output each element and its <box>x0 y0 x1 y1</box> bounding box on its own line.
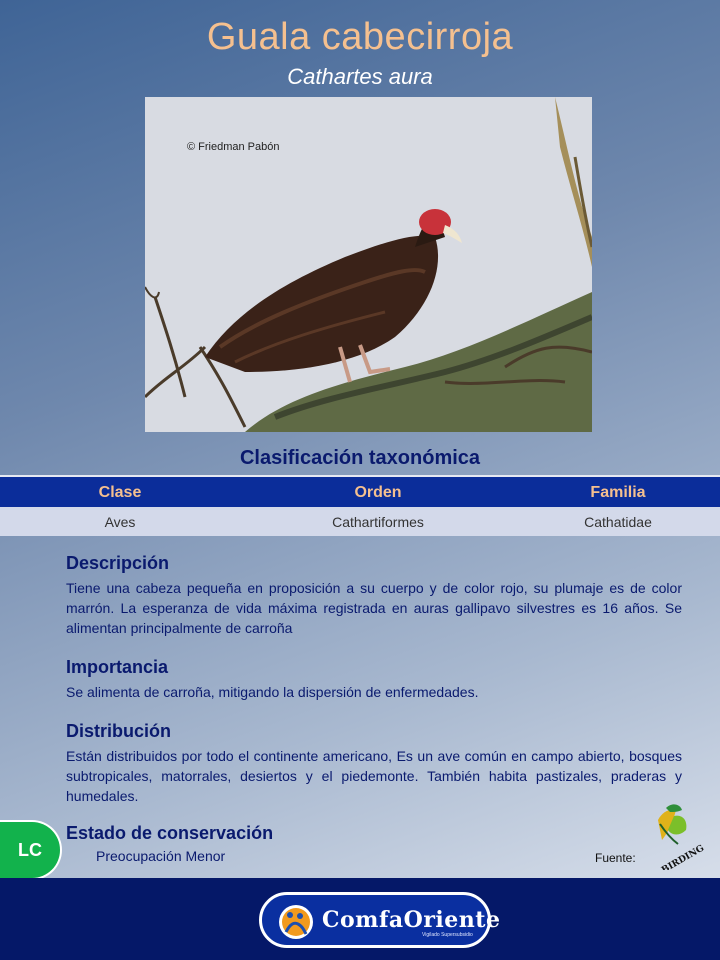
description-text: Tiene una cabeza pequeña en proposición a su cuerpo y de color rojo, su plumaje es de color marrón. La esperanza de vida máxima registrada en auras gallipavo silvestres es 16 años. Se alimentan principalmente de carroña <box>66 580 682 636</box>
common-name-title: Guala cabecirroja <box>206 16 514 58</box>
importance-section <box>66 657 682 702</box>
distribution-title: Distribución <box>66 721 172 741</box>
scientific-name: Cathartes aura <box>287 64 433 89</box>
conservation-status-badge: LC <box>0 820 62 880</box>
importance-title: Importancia <box>66 657 169 677</box>
footer-bar <box>0 878 720 960</box>
taxonomy-value-class: Aves <box>104 513 136 530</box>
birding-logo <box>648 800 710 870</box>
taxonomy-header-row <box>0 475 720 509</box>
bird-logo-icon <box>648 800 710 870</box>
distribution-text: Están distribuidos por todo el continente americano, Es un ave común en campo abierto, bosques subtropicales, matorrales, desiertos y el piedemonte. También habita pastizales, praderas y humedales. <box>66 748 682 804</box>
comfaoriente-logo[interactable] <box>259 892 501 948</box>
taxonomy-value-family: Cathatidae <box>584 513 652 530</box>
source-label: Fuente: <box>595 851 636 865</box>
taxonomy-header-order: Orden <box>354 484 402 501</box>
description-title: Descripción <box>66 553 170 573</box>
taxonomy-header-class: Clase <box>98 484 142 501</box>
taxonomy-header-family: Familia <box>590 484 646 501</box>
comfaoriente-logo-text: ComfaOriente <box>322 907 501 933</box>
photo-credit: © Friedman Pabón <box>187 141 280 153</box>
conservation-title: Estado de conservación <box>66 823 274 843</box>
distribution-section <box>66 721 682 806</box>
conservation-status-value: Preocupación Menor <box>96 848 226 864</box>
description-section <box>66 553 682 638</box>
family-logo-icon <box>278 904 314 940</box>
birding-logo-text: BIRDING <box>660 843 707 870</box>
taxonomy-value-order: Cathartiformes <box>332 513 424 530</box>
comfaoriente-logo-subtext: Vigilado Supersubsidio <box>422 932 473 938</box>
taxonomy-values-row <box>0 507 720 536</box>
importance-text: Se alimenta de carroña, mitigando la dispersión de enfermedades. <box>66 684 479 700</box>
conservation-section <box>66 823 682 844</box>
bird-photo <box>145 97 592 432</box>
taxonomy-title: Clasificación taxonómica <box>239 447 481 469</box>
